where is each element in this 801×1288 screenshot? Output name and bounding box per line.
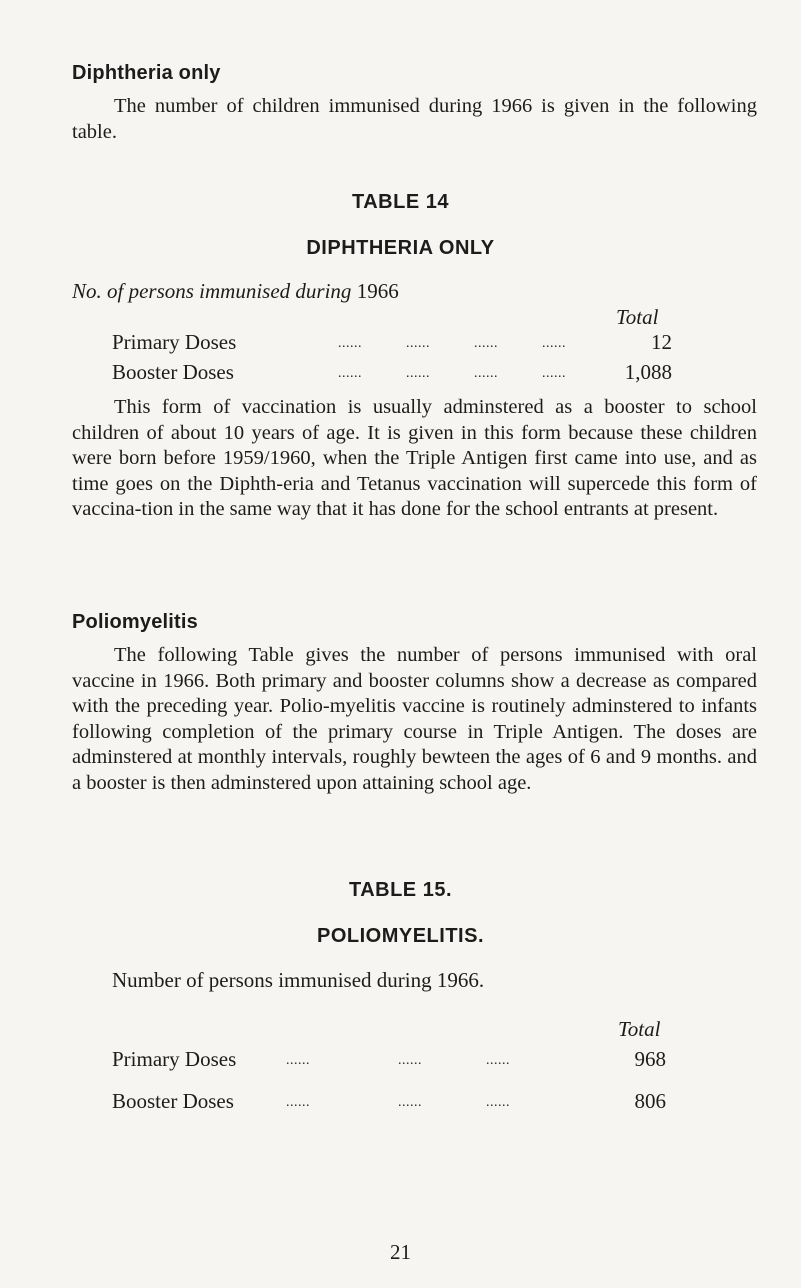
section-heading-diphtheria: Diphtheria only [72, 62, 221, 84]
row-label: Booster Doses [112, 1089, 234, 1113]
table-14-row-booster [112, 360, 672, 385]
table-14-title: DIPHTHERIA ONLY [306, 237, 495, 259]
page-number: 21 [390, 1240, 411, 1264]
table-15-row-primary [112, 1047, 666, 1072]
row-value: 1,088 [624, 360, 672, 384]
polio-body: The following Table gives the number of persons immunised with oral vaccine in 1966. Both primary and booster columns show a decrease as compared with the preceding year. Polio-myelitis vaccine is routinely adminstered to infants following completion of the primary course in Triple Antigen. The doses are adminstered at monthly intervals, roughly bewteen the ages of 6 and 9 months. and a booster is then adminstered upon attaining school age. [72, 644, 757, 794]
leader-dots: ...... ...... ...... ...... [338, 336, 566, 351]
row-value: 968 [634, 1047, 666, 1071]
leader-dots: ...... ...... ...... [286, 1095, 510, 1110]
row-value: 806 [634, 1089, 666, 1113]
leader-dots: ...... ...... ...... ...... [338, 366, 566, 381]
table-15-caption: Number of persons immunised during 1966. [112, 968, 485, 992]
table-14-total-header: Total [616, 305, 659, 329]
table-14-row-primary [112, 330, 672, 355]
table-15-number: TABLE 15. [348, 879, 453, 901]
leader-dots: ...... ...... ...... [286, 1053, 510, 1068]
row-label: Booster Doses [112, 360, 234, 384]
table-14-number: TABLE 14 [352, 191, 449, 213]
section-heading-poliomyelitis: Poliomyelitis [72, 611, 198, 633]
table-15-title: POLIOMYELITIS. [316, 925, 484, 947]
table-14-caption: No. of persons immunised during 1966 [72, 279, 399, 303]
row-value: 12 [651, 330, 672, 354]
diphtheria-intro: The number of children immunised during 1966 is given in the following table. [72, 95, 757, 143]
row-label: Primary Doses [112, 1047, 237, 1071]
row-label: Primary Doses [112, 330, 237, 354]
table-15-total-header: Total [618, 1017, 661, 1041]
table-15-row-booster [112, 1089, 666, 1114]
diphtheria-body: This form of vaccination is usually adminstered as a booster to school children of about 10 years of age. It is given in this form because these children were born before 1959/1960, when the Triple Antigen first came into use, and as time goes on the Diphth-eria and Tetanus vaccination will supercede this form of vaccina-tion in the same way that it has done for the school entrants at present. [72, 396, 757, 520]
